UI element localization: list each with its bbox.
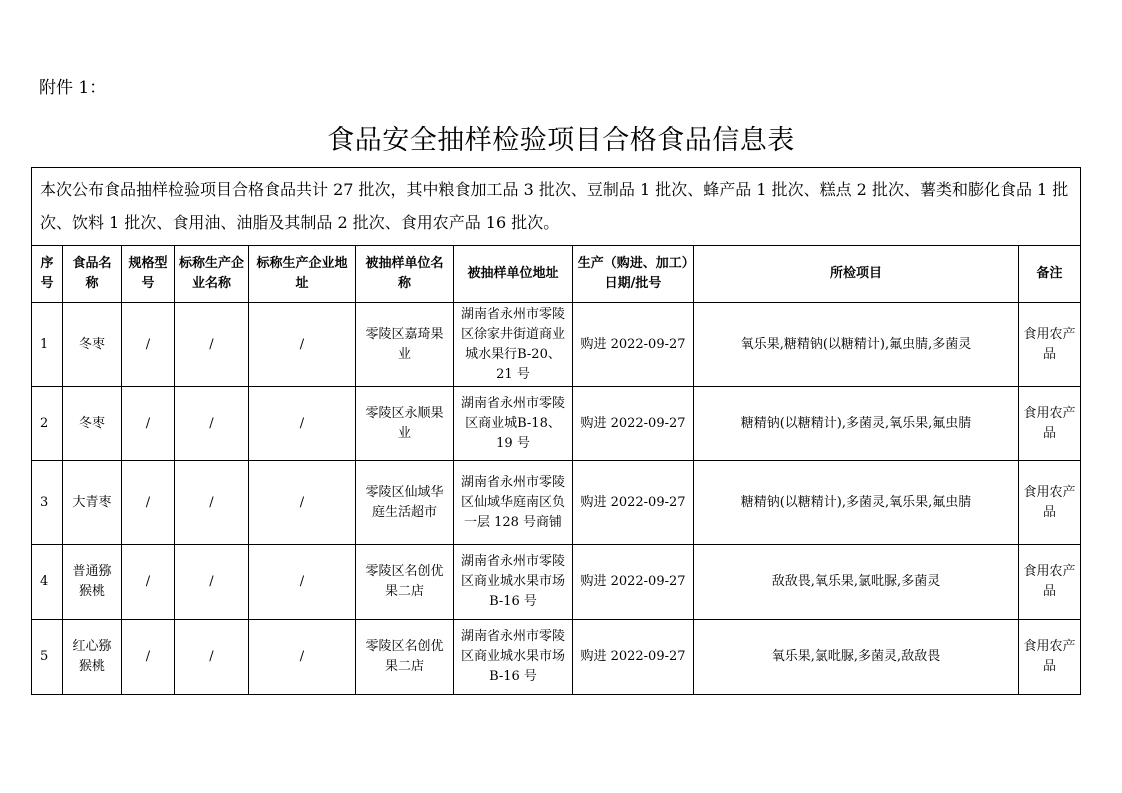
page-title: 食品安全抽样检验项目合格食品信息表 <box>327 125 795 156</box>
cell-producer-address: / <box>249 461 356 545</box>
cell-note: 食用农产品 <box>1019 545 1081 620</box>
cell-spec: / <box>122 303 175 387</box>
cell-note: 食用农产品 <box>1019 303 1081 387</box>
cell-no: 1 <box>32 303 63 387</box>
cell-note: 食用农产品 <box>1019 461 1081 545</box>
cell-sampled-address: 湖南省永州市零陵区仙域华庭南区负一层 128 号商铺 <box>454 461 573 545</box>
cell-spec: / <box>122 387 175 461</box>
cell-producer: / <box>175 387 249 461</box>
cell-sampled-unit: 零陵区仙域华庭生活超市 <box>356 461 454 545</box>
summary-text: 本次公布食品抽样检验项目合格食品共计 27 批次，其中粮食加工品 3 批次、豆制品 1 批次、蜂产品 1 批次、糕点 2 批次、薯类和膨化食品 1 批次、饮料 1 批次、食用油、油脂及其制品 2 批次、食用农产品 16 批次。 <box>32 168 1081 246</box>
cell-no: 2 <box>32 387 63 461</box>
header-producer: 标称生产企业名称 <box>175 246 249 303</box>
cell-food-name: 大青枣 <box>63 461 122 545</box>
header-producer-address: 标称生产企业地址 <box>249 246 356 303</box>
header-no: 序号 <box>32 246 63 303</box>
header-sampled-unit: 被抽样单位名称 <box>356 246 454 303</box>
cell-note: 食用农产品 <box>1019 620 1081 695</box>
cell-food-name: 冬枣 <box>63 387 122 461</box>
table-row <box>32 461 1081 545</box>
cell-spec: / <box>122 461 175 545</box>
cell-spec: / <box>122 545 175 620</box>
cell-sampled-address: 湖南省永州市零陵区商业城水果市场 B-16 号 <box>454 545 573 620</box>
cell-sampled-unit: 零陵区名创优果二店 <box>356 545 454 620</box>
cell-date: 购进 2022-09-27 <box>573 461 694 545</box>
cell-items: 糖精钠(以糖精计),多菌灵,氧乐果,氟虫腈 <box>694 461 1019 545</box>
header-spec: 规格型号 <box>122 246 175 303</box>
cell-food-name: 普通猕猴桃 <box>63 545 122 620</box>
cell-no: 3 <box>32 461 63 545</box>
header-note: 备注 <box>1019 246 1081 303</box>
cell-producer: / <box>175 545 249 620</box>
cell-items: 糖精钠(以糖精计),多菌灵,氧乐果,氟虫腈 <box>694 387 1019 461</box>
cell-sampled-address: 湖南省永州市零陵区徐家井街道商业城水果行B-20、21 号 <box>454 303 573 387</box>
cell-producer-address: / <box>249 303 356 387</box>
cell-food-name: 冬枣 <box>63 303 122 387</box>
cell-producer-address: / <box>249 620 356 695</box>
cell-producer: / <box>175 620 249 695</box>
cell-date: 购进 2022-09-27 <box>573 387 694 461</box>
cell-date: 购进 2022-09-27 <box>573 303 694 387</box>
food-info-table <box>31 167 1081 695</box>
cell-no: 4 <box>32 545 63 620</box>
cell-sampled-unit: 零陵区名创优果二店 <box>356 620 454 695</box>
cell-items: 氧乐果,糖精钠(以糖精计),氟虫腈,多菌灵 <box>694 303 1019 387</box>
cell-producer-address: / <box>249 387 356 461</box>
attachment-label: 附件 1： <box>39 78 107 98</box>
table-row <box>32 387 1081 461</box>
table-row <box>32 303 1081 387</box>
cell-items: 敌敌畏,氧乐果,氯吡脲,多菌灵 <box>694 545 1019 620</box>
cell-note: 食用农产品 <box>1019 387 1081 461</box>
header-name: 食品名称 <box>63 246 122 303</box>
cell-sampled-address: 湖南省永州市零陵区商业城水果市场 B-16 号 <box>454 620 573 695</box>
header-date: 生产（购进、加工）日期/批号 <box>573 246 694 303</box>
cell-producer: / <box>175 461 249 545</box>
cell-spec: / <box>122 620 175 695</box>
header-sampled-address: 被抽样单位地址 <box>454 246 573 303</box>
table-header-row <box>32 246 1081 303</box>
cell-sampled-unit: 零陵区永顺果业 <box>356 387 454 461</box>
cell-no: 5 <box>32 620 63 695</box>
cell-date: 购进 2022-09-27 <box>573 545 694 620</box>
table-row <box>32 545 1081 620</box>
table-row <box>32 620 1081 695</box>
cell-producer-address: / <box>249 545 356 620</box>
cell-date: 购进 2022-09-27 <box>573 620 694 695</box>
cell-items: 氧乐果,氯吡脲,多菌灵,敌敌畏 <box>694 620 1019 695</box>
cell-food-name: 红心猕猴桃 <box>63 620 122 695</box>
cell-sampled-unit: 零陵区嘉琦果业 <box>356 303 454 387</box>
cell-producer: / <box>175 303 249 387</box>
header-items: 所检项目 <box>694 246 1019 303</box>
cell-sampled-address: 湖南省永州市零陵区商业城B-18、19 号 <box>454 387 573 461</box>
